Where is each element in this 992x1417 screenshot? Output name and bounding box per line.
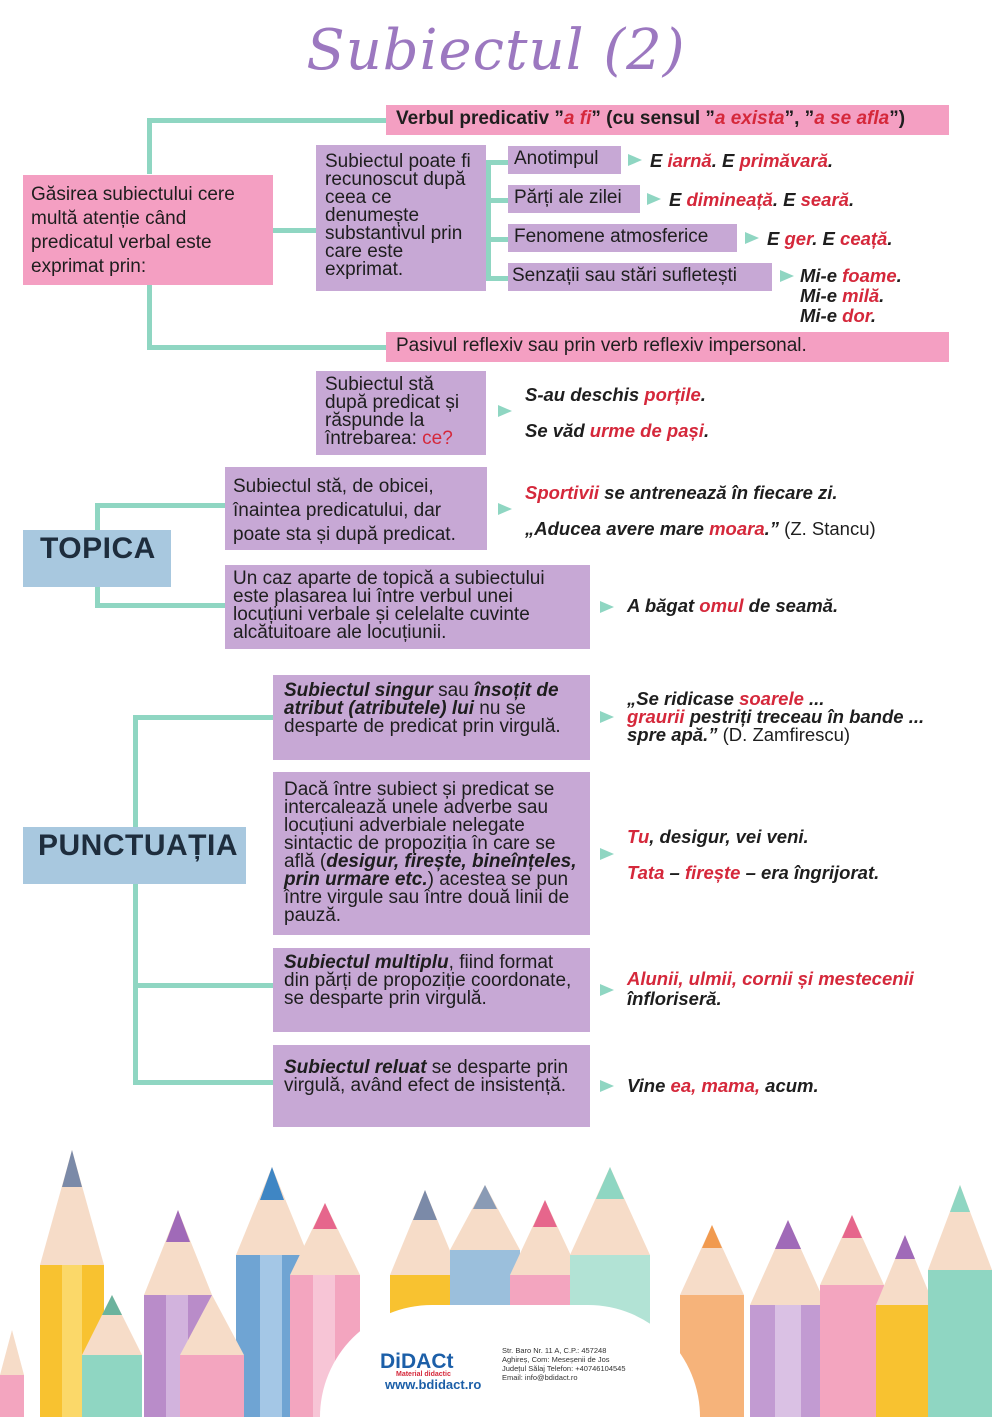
example-parti-zilei [669,190,854,210]
arrow-icon [745,232,759,244]
connector [147,345,387,350]
example-segment: . E [711,150,740,171]
category-senzatii: Senzații sau stări sufletești [508,263,772,291]
example-segment: E [650,150,668,171]
punctuatie-box-4: Subiectul reluat se desparte prin virgulă, având efect de insistență. [273,1045,590,1127]
category-anotimpul: Anotimpul [508,146,621,174]
example-segment: primăvară [739,150,828,171]
topica-box-2: Un caz aparte de topică a subiectului este plasarea lui între verbul unei locuțiuni verbale și celelalte cuvinte alcătuitoare ale locuțiunii. [225,565,590,649]
arrow-icon [628,154,642,166]
connector [486,162,491,280]
arrow-icon [498,405,512,417]
arrow-icon [600,601,614,613]
example-segment: E [669,189,687,210]
subiect-poate-box: Subiectul poate fi recunoscut după ceea ce denumește substantivul prin care este exprimat. [316,145,486,291]
dupa-predicat-box: Subiectul stă după predicat și răspunde la întrebarea: ce? [316,371,486,455]
brand-tagline: Material didactic [396,1371,451,1378]
example-segment: ceață [840,228,888,249]
arrow-icon [647,193,661,205]
arrow-icon [600,984,614,996]
example-segment: . [887,228,893,249]
connector [486,198,508,203]
example-segment: seară [800,189,849,210]
arrow-icon [600,711,614,723]
page-title: Subiectul (2) [306,18,686,83]
topica-box-1: Subiectul stă, de obicei, înaintea predicatului, dar poate sta și după predicat. [225,467,487,550]
example-topica-1: Sportivii se antrenează în fiecare zi. [525,482,838,503]
example-dupa-2: Se văd urme de pași. [525,420,710,441]
arrow-icon [780,270,794,282]
example-segment: . [848,189,855,210]
brand-logo: DiDACt [380,1350,454,1373]
connector [486,237,508,242]
arrow-icon [498,503,512,515]
topica-label: TOPICA [23,530,171,587]
connector [133,715,273,720]
connector [133,1080,273,1085]
example-punctuatie-1: „Se ridicase soarele ... graurii pestriți treceau în bande ... spre apă.” (D. Zamfirescu) [627,688,925,745]
connector [147,285,152,348]
connector [147,118,387,123]
brand-url[interactable]: www.bdidact.ro [385,1377,482,1392]
example-fenomene [767,229,893,249]
punctuatia-label: PUNCTUAȚIA [23,827,246,884]
example-segment: iarnă [667,150,712,171]
connector [486,276,508,281]
example-punctuatie-3: Alunii, ulmii, cornii și mestecenii înfloriseră. [627,968,914,1009]
example-segment: ger [784,228,813,249]
intro-box: Găsirea subiectului cere multă atenție când predicatul verbal este exprimat prin: [23,175,273,285]
example-topica-3: A băgat omul de seamă. [627,595,839,616]
example-punctuatie-2b: Tata – firește – era îngrijorat. [627,862,880,883]
connector [486,160,508,165]
punctuatie-box-1: Subiectul singur sau însoțit de atribut (atributele) lui nu se desparte de predicat prin virgulă. [273,675,590,760]
example-segment: . E [812,228,841,249]
example-senzatii: Mi-e foame. Mi-e milă. Mi-e dor. [800,265,902,326]
connector [147,118,152,174]
example-topica-2: „Aducea avere mare moara.” (Z. Stancu) [525,518,876,539]
example-anotimpul [650,151,833,171]
arrow-icon [600,1080,614,1092]
example-segment: E [767,228,785,249]
contact-info: Str. Baro Nr. 11 A, C.P.: 457248 Aghireș, Com: Meseșenii de Jos Județul Sălaj Telefon: +40746104545 Email: info@bdidact.ro [502,1346,626,1382]
verb-predicativ-box: Verbul predicativ ”a fi” (cu sensul ”a exista”, ”a se afla”) [386,105,949,135]
connector [133,983,273,988]
example-punctuatie-4: Vine ea, mama, acum. [627,1075,819,1096]
connector [95,603,225,608]
category-fenomene: Fenomene atmosferice [508,224,737,252]
punctuatie-box-3: Subiectul multiplu, fiind format din părți de propoziție coordonate, se desparte prin virgulă. [273,948,590,1032]
pasiv-box: Pasivul reflexiv sau prin verb reflexiv impersonal. [386,332,949,362]
punctuatie-box-2: Dacă între subiect și predicat se intercalează unele adverbe sau locuțiuni adverbiale nelegate sintactic de propoziția în care se află (desigur, firește, bineînțeles, prin urmare etc.) acestea se pun între virgule sau între două linii de pauză. [273,772,590,935]
connector [272,228,316,233]
example-dupa-1: S-au deschis porțile. [525,384,706,405]
example-segment: dimineață [686,189,773,210]
connector [133,715,138,827]
arrow-icon [600,848,614,860]
example-punctuatie-2a: Tu, desigur, vei veni. [627,826,809,847]
connector [95,503,225,508]
example-segment: . [827,150,834,171]
category-parti-zilei: Părți ale zilei [508,185,640,213]
example-segment: . E [772,189,801,210]
